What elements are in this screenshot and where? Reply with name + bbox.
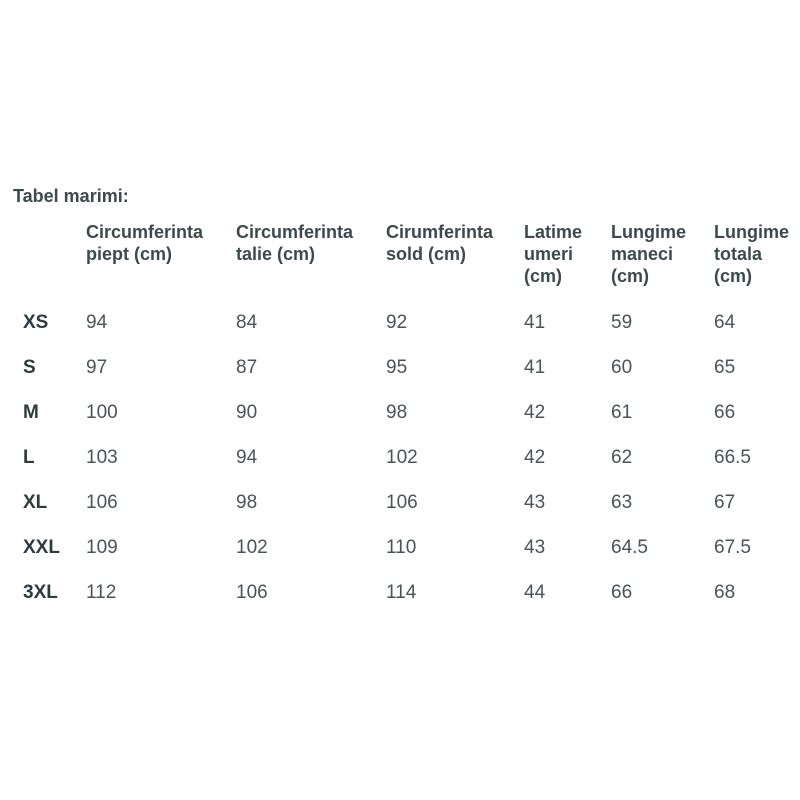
- header-line: Circumferinta: [236, 222, 354, 242]
- header-line: Lungime: [714, 222, 789, 242]
- table-cell: 87: [236, 357, 258, 378]
- table-cell: 66: [611, 582, 633, 603]
- header-waist-circumference: [236, 218, 386, 311]
- table-cell: 102: [386, 447, 418, 468]
- size-chart-table: [13, 218, 800, 626]
- header-line: sold (cm): [386, 244, 467, 264]
- table-cell: 41: [524, 312, 546, 333]
- size-label-cell: M: [23, 402, 39, 423]
- table-cell: 64.5: [611, 537, 648, 558]
- table-cell: 109: [86, 537, 118, 558]
- header-line: Latime: [524, 222, 583, 242]
- header-line: (cm): [524, 266, 563, 286]
- header-line: Cirumferinta: [386, 222, 494, 242]
- table-cell: 66.5: [714, 447, 751, 468]
- table-cell: 60: [611, 357, 633, 378]
- table-cell: 68: [714, 582, 736, 603]
- table-cell: 42: [524, 447, 546, 468]
- table-cell: 67.5: [714, 537, 751, 558]
- size-label-cell: XXL: [23, 537, 60, 558]
- table-row: [13, 581, 800, 626]
- table-cell: 43: [524, 492, 546, 513]
- table-cell: 64: [714, 312, 736, 333]
- table-cell: 110: [386, 537, 417, 558]
- table-cell: 59: [611, 312, 633, 333]
- header-line: (cm): [611, 266, 650, 286]
- table-header-row: [13, 218, 800, 311]
- table-cell: 90: [236, 402, 258, 423]
- table-cell: 114: [386, 582, 417, 603]
- table-cell: 62: [611, 447, 633, 468]
- table-cell: 102: [236, 537, 268, 558]
- table-cell: 65: [714, 357, 736, 378]
- table-cell: 66: [714, 402, 736, 423]
- header-total-length: [714, 218, 800, 311]
- table-cell: 84: [236, 312, 258, 333]
- size-label-cell: XL: [23, 492, 48, 513]
- table-cell: 106: [86, 492, 118, 513]
- size-label-cell: 3XL: [23, 582, 58, 603]
- size-label-cell: XS: [23, 312, 49, 333]
- table-cell: 42: [524, 402, 546, 423]
- header-line: Lungime: [611, 222, 686, 242]
- page-title: Tabel marimi:: [13, 186, 129, 206]
- header-line: umeri: [524, 244, 574, 264]
- header-line: Circumferinta: [86, 222, 204, 242]
- table-cell: 44: [524, 582, 546, 603]
- table-row: [13, 536, 800, 581]
- table-cell: 100: [86, 402, 118, 423]
- table-cell: 92: [386, 312, 408, 333]
- header-line: maneci: [611, 244, 674, 264]
- header-line: talie (cm): [236, 244, 316, 264]
- table-cell: 95: [386, 357, 408, 378]
- header-line: piept (cm): [86, 244, 173, 264]
- size-label-cell: L: [23, 447, 35, 468]
- header-size-cell: [13, 218, 86, 311]
- header-chest-circumference: [86, 218, 236, 311]
- size-label-cell: S: [23, 357, 36, 378]
- table-cell: 97: [86, 357, 108, 378]
- table-row: [13, 491, 800, 536]
- table-row: [13, 356, 800, 401]
- table-cell: 98: [386, 402, 408, 423]
- table-cell: 67: [714, 492, 736, 513]
- table-cell: 112: [86, 582, 117, 603]
- table-cell: 41: [524, 357, 546, 378]
- table-cell: 106: [236, 582, 268, 603]
- table-cell: 106: [386, 492, 418, 513]
- header-line: totala: [714, 244, 763, 264]
- header-shoulder-width: [524, 218, 611, 311]
- table-row: [13, 446, 800, 491]
- table-row: [13, 311, 800, 356]
- table-cell: 98: [236, 492, 258, 513]
- table-cell: 94: [86, 312, 108, 333]
- table-cell: 103: [86, 447, 118, 468]
- header-line: (cm): [714, 266, 753, 286]
- header-sleeve-length: [611, 218, 714, 311]
- header-hip-circumference: [386, 218, 524, 311]
- table-cell: 43: [524, 537, 546, 558]
- table-row: [13, 401, 800, 446]
- table-cell: 63: [611, 492, 633, 513]
- table-cell: 61: [611, 402, 633, 423]
- table-cell: 94: [236, 447, 258, 468]
